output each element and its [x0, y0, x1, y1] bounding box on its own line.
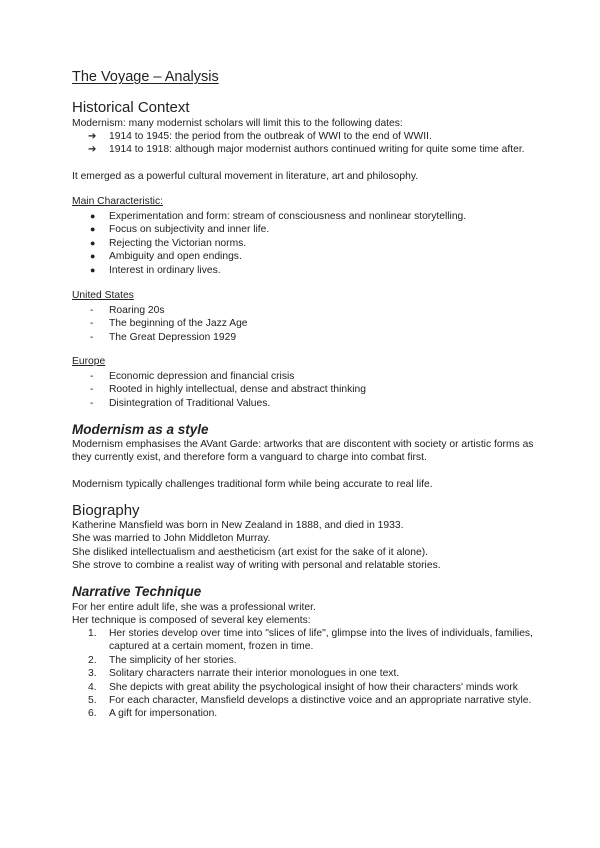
list-item: 4. She depicts with great ability the psychological insight of how their characters' minds work — [88, 681, 518, 693]
list-item: ● Experimentation and form: stream of consciousness and nonlinear storytelling. — [90, 211, 467, 222]
historical-context-summary: It emerged as a powerful cultural movement in literature, art and philosophy. — [72, 171, 419, 182]
list-item: - Disintegration of Traditional Values. — [90, 397, 271, 409]
list-item: - Rooted in highly intellectual, dense and abstract thinking — [90, 384, 367, 396]
united-states-heading: United States — [72, 290, 134, 301]
dates-list — [72, 130, 542, 157]
modernism-style-paragraph-2: Modernism typically challenges traditional form while being accurate to real life. — [72, 479, 433, 490]
bullet-icon: ● — [90, 224, 96, 235]
list-item: - The Great Depression 1929 — [90, 331, 237, 343]
biography-text: Katherine Mansfield was born in New Zealand in 1888, and died in 1933. She was married to John Middleton Murray. She disliked intellectualism and aestheticism (art exist for the sake of it alone). She strove to combine a realist way of writing with personal and relatable stories. — [72, 520, 441, 572]
list-item: 6. A gift for impersonation. — [88, 708, 218, 720]
modernism-style-paragraph-1: Modernism emphasises the AVant Garde: artworks that are discontent with society or artistic forms as they currently exist, and therefore form a vanguard to charge into combat first. — [72, 439, 534, 464]
narrative-technique-heading: Narrative Technique — [72, 584, 202, 599]
bullet-icon: ● — [90, 251, 96, 262]
list-item: ● Ambiguity and open endings. — [90, 251, 242, 263]
list-item: 3. Solitary characters narrate their interior monologues in one text. — [88, 668, 400, 680]
narrative-technique-intro-1: For her entire adult life, she was a professional writer. — [72, 602, 316, 613]
list-item: ● Interest in ordinary lives. — [90, 264, 221, 276]
europe-list — [72, 370, 542, 410]
list-item: - Roaring 20s — [90, 305, 165, 316]
narrative-technique-list — [72, 627, 542, 721]
arrow-right-icon: ➔ — [88, 131, 97, 142]
list-item: 5. For each character, Mansfield develops a distinctive voice and an appropriate narrative style. — [88, 695, 532, 707]
modernism-style-heading: Modernism as a style — [72, 422, 209, 437]
list-item: ● Focus on subjectivity and inner life. — [90, 224, 270, 236]
list-item: 1. Her stories develop over time into "slices of life", glimpse into the lives of individuals, families, captured at a certain moment, frozen in time. — [88, 628, 533, 653]
list-item: - Economic depression and financial crisis — [90, 371, 295, 382]
united-states-list — [72, 304, 542, 344]
main-characteristic-list — [72, 210, 542, 277]
arrow-right-icon: ➔ — [88, 144, 97, 156]
europe-heading: Europe — [72, 356, 106, 367]
historical-context-intro: Modernism: many modernist scholars will limit this to the following dates: — [72, 118, 403, 129]
historical-context-heading: Historical Context — [72, 99, 190, 116]
list-item: - The beginning of the Jazz Age — [90, 318, 248, 330]
list-item: 2. The simplicity of her stories. — [88, 654, 237, 666]
narrative-technique-intro-2: Her technique is composed of several key elements: — [72, 615, 311, 626]
bullet-icon: ● — [90, 237, 96, 248]
biography-heading: Biography — [72, 502, 140, 519]
list-item: ➔ 1914 to 1918: although major modernist authors continued writing for quite some time after. — [88, 144, 525, 156]
main-characteristic-heading: Main Characteristic: — [72, 196, 163, 207]
bullet-icon: ● — [90, 211, 96, 221]
list-item: ● Rejecting the Victorian norms. — [90, 237, 247, 249]
document-title: The Voyage – Analysis — [72, 69, 219, 85]
list-item: ➔ 1914 to 1945: the period from the outbreak of WWI to the end of WWII. — [88, 131, 432, 142]
bullet-icon: ● — [90, 264, 96, 275]
